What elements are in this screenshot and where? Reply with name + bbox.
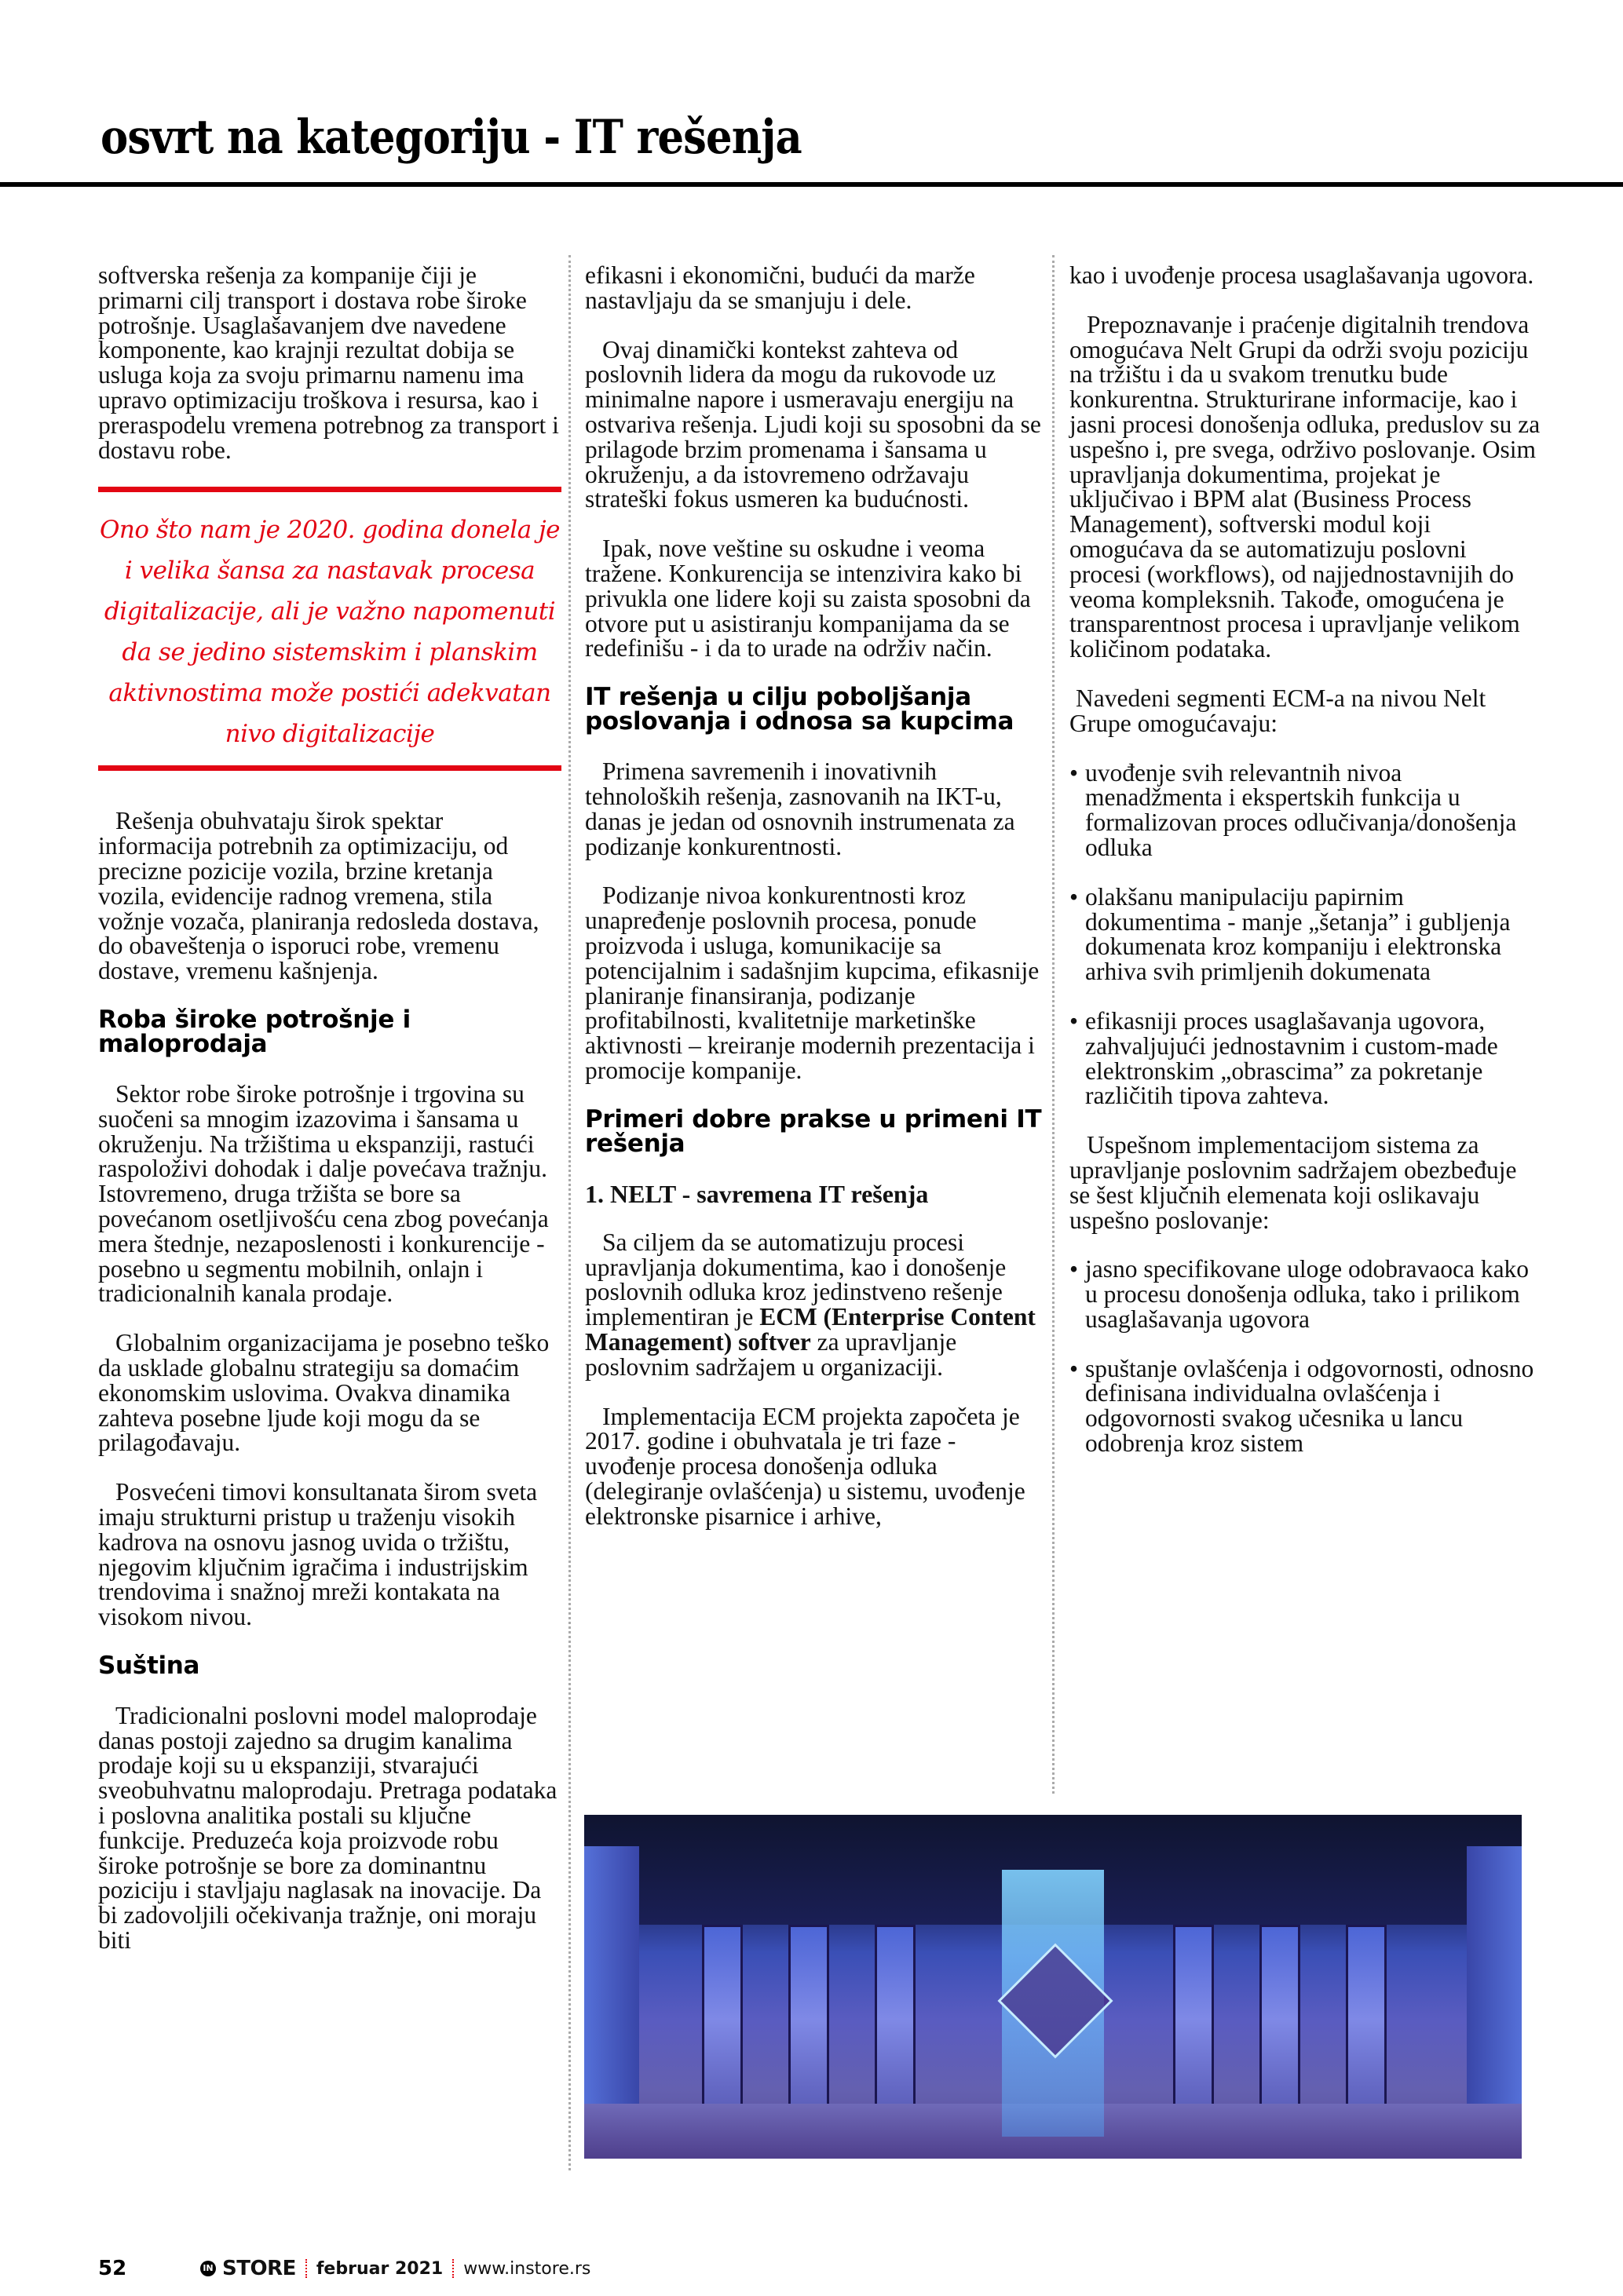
quote-rule-bottom <box>98 765 561 771</box>
column-2 <box>585 263 1044 1553</box>
paragraph: Sektor robe široke potrošnje i trgovina su suočeni sa mnogim izazovima i šansama u okruženju. Na tržištima u ekspanziji, rastući raspoloživi dohodak i dalje povećava tražnju. Istovremeno, druga tržišta se bore sa povećanom osetljivošću cena zbog povećanja mera štednje, nezaposlenosti i konkurencije - posebno u segmentu mobilnih, onlajn i tradicionalnih kanala prodaje. <box>98 1079 549 1308</box>
section-heading-roba: Roba široke potrošnje i maloprodaja <box>98 1005 411 1058</box>
paragraph: Primena savremenih i inovativnih tehnoloških rešenja, zasnovanih na IKT-u, danas je jedan od osnovnih instrumenata za podizanje konkurentnosti. <box>585 757 1015 860</box>
paragraph: efikasni i ekonomični, budući da marže nastavljaju da se smanjuju i dele. <box>585 261 975 314</box>
instore-logo-icon: IN <box>200 2261 216 2276</box>
subheading-nelt: 1. NELT - savremena IT rešenja <box>585 1179 929 1208</box>
paragraph: Tradicionalni poslovni model maloprodaje danas postoji zajedno sa drugim kanalima prodaje koji su u ekspanziji, stvarajući sveobuhvatnu maloprodaju. Pretraga podataka i poslovna analitika postali su ključne funkcije. Preduzeća koja proizvode robu široke potrošnje se bore za dominantnu poziciju i stavljaju naglasak na inovacije. Da bi zadovoljili očekivanja tražnje, oni moraju biti <box>98 1701 557 1955</box>
column-divider-2 <box>1052 255 1055 1794</box>
paragraph: Podizanje nivoa konkurentnosti kroz unapređenje poslovnih procesa, ponude proizvoda i usluga, komunikacije sa potencijalnim i sadašnjim kupcima, efikasnije planiranje finansiranja, podizanje profitabilnosti, kvalitetnije marketinške aktivnosti – kreiranje modernih prezentacija i promocije kompanije. <box>585 882 1040 1084</box>
paragraph: softverska rešenja za kompanije čiji je primarni cilj transport i dostava robe široke potrošnje. Usaglašavanjem dve navedene komponente, kao krajnji rezultat dobija se usluga koja za svoju primarnu namenu ima upravo optimizaciju troškova i resursa, kao i preraspodelu vremena potrebnog za transport i dostavu robe. <box>98 261 559 464</box>
issue-date: februar 2021 <box>316 2258 444 2279</box>
title-rule <box>0 182 1623 187</box>
column-1 <box>98 263 561 1977</box>
paragraph: Uspešnom implementacijom sistema za upravljanje poslovnim sadržajem obezbeđuje se šest ključnih elemenata koji oslikavaju uspešno poslovanje: <box>1069 1131 1517 1234</box>
separator <box>452 2259 454 2278</box>
illustration-left-wall <box>584 1846 639 2105</box>
list-item: • spuštanje ovlašćenja i odgovornosti, odnosno definisana individualna ovlašćenja i odgovornosti svakog učesnika u lancu odobrenja kroz sistem <box>1069 1356 1541 1456</box>
separator <box>305 2259 307 2278</box>
section-heading-primeri: Primeri dobre prakse u primeni IT rešenja <box>585 1104 1042 1158</box>
ecm-benefits-list <box>1069 758 1541 1110</box>
pull-quote <box>98 487 561 771</box>
paragraph: Rešenja obuhvataju širok spektar informacija potrebnih za optimizaciju, od precizne pozicije vozila, brzine kretanja vozila, evidencije radnog vremena, stila vožnje vozača, planiranja redosleda dostava, do obaveštenja o isporuci robe, vremenu dostave, vremenu kašnjenja. <box>98 807 539 985</box>
quote-rule-top <box>98 487 561 492</box>
website-link[interactable]: www.instore.rs <box>463 2258 591 2279</box>
bold-ecm-text: ECM (Enterprise Content Management) softver <box>585 1303 1036 1356</box>
list-item: • efikasniji proces usaglašavanja ugovora, zahvaljujući jednostavnim i custom-made elektronskim „obrascima” za pokretanje različitih tipova zahteva. <box>1069 1009 1541 1108</box>
brand-name: STORE <box>222 2257 296 2280</box>
server-rack <box>1259 1925 1300 2114</box>
page-title: osvrt na kategoriju - IT rešenja <box>101 110 802 165</box>
key-elements-list <box>1069 1257 1541 1456</box>
page-number: 52 <box>98 2257 127 2280</box>
paragraph: Ovaj dinamički kontekst zahteva od poslovnih lidera da mogu da rukovode uz minimalne napore i usmeravaju energiju na ostvariva rešenja. Ljudi koji su sposobni da se prilagode brzim promenama i šansama u okruženju, a da istovremeno održavaju strateški fokus usmeren ka budućnosti. <box>585 335 1041 513</box>
server-rack <box>875 1925 916 2114</box>
server-rack <box>788 1925 829 2114</box>
list-item: • olakšanu manipulaciju papirnim dokumentima - manje „šetanja” i gubljenja dokumenata kroz kompaniju i elektronska arhiva svih primljenih dokumenata <box>1069 885 1541 984</box>
paragraph: Implementacija ECM projekta započeta je 2017. godine i obuhvatala je tri faze - uvođenje procesa donošenja odluka (delegiranje ovlašćenja) u sistemu, uvođenje elektronske pisarnice i arhive, <box>585 1402 1025 1530</box>
server-room-illustration <box>584 1815 1522 2159</box>
section-heading-sustina: Suština <box>98 1651 200 1680</box>
paragraph: Ipak, nove veštine su oskudne i veoma tražene. Konkurencija se intenzivira kako bi privukla one lidere koji su zaista sposobni da otvore put u asistiranju kompanijama da se redefinišu - i da to urade na održiv način. <box>585 535 1031 663</box>
text-span: Sa ciljem da se automatizuju procesi upravljanja dokumentima, kao i donošenje poslovnih odluka kroz jedinstveno rešenje implementiran je <box>585 1228 1007 1331</box>
paragraph: kao i uvođenje procesa usaglašavanja ugovora. <box>1069 261 1534 289</box>
pull-quote-text: Ono što nam je 2020. godina donela je i velika šansa za nastavak procesa digitalizacije, ali je važno napomenuti da se jedino sistemskim i planskim aktivnostima može postići adekvatan nivo digitalizacije <box>100 516 560 749</box>
illustration-right-wall <box>1467 1846 1522 2105</box>
paragraph: Globalnim organizacijama je posebno teško da usklade globalnu strategiju sa domaćim ekonomskim uslovima. Ovakva dinamika zahteva posebne ljude koji mogu da se prilagođavaju. <box>98 1329 550 1457</box>
server-rack <box>1173 1925 1214 2114</box>
paragraph: Prepoznavanje i praćenje digitalnih trendova omogućava Nelt Grupi da održi svoju poziciju na tržištu i da u svakom trenutku bude konkurentna. Strukturirane informacije, kao i jasni procesi donošenja odluka, preduslov su za uspešno i, pre svega, održivo poslovanje. Osim upravljanja dokumentima, projekat je uključivao i BPM alat (Business Process Management), softverski modul koji omogućava da se automatizuju poslovni procesi (workflows), od najjednostavnijih do veoma kompleksnih. Takođe, omogućena je transparentnost procesa i upravljanje velikom količinom podataka. <box>1069 310 1541 663</box>
column-divider-1 <box>568 255 571 2170</box>
column-3 <box>1069 263 1541 1480</box>
text-span: za upravljanje poslovnim sadržajem u organizaciji. <box>585 1327 957 1381</box>
list-item: • jasno specifikovane uloge odobravaoca kako u procesu donošenja odluka, tako i prilikom usaglašavanja ugovora <box>1069 1257 1541 1331</box>
publication-info <box>200 2257 590 2280</box>
paragraph: Posvećeni timovi konsultanata širom sveta imaju strukturni pristup u traženju visokih kadrova na osnovu jasnog uvida o tržištu, njegovim ključnim igračima i industrijskim trendovima i snažnoj mreži kontakata na visokom nivou. <box>98 1478 538 1631</box>
server-rack <box>1346 1925 1387 2114</box>
paragraph <box>585 1230 1044 1380</box>
list-item: • uvođenje svih relevantnih nivoa menadžmenta i ekspertskih funkcija u formalizovan proces odlučivanja/donošenja odluka <box>1069 761 1541 860</box>
paragraph: Navedeni segmenti ECM-a na nivou Nelt Grupe omogućavaju: <box>1069 684 1486 737</box>
section-heading-it: IT rešenja u cilju poboljšanja poslovanja i odnosa sa kupcima <box>585 683 1014 736</box>
server-rack <box>702 1925 743 2114</box>
